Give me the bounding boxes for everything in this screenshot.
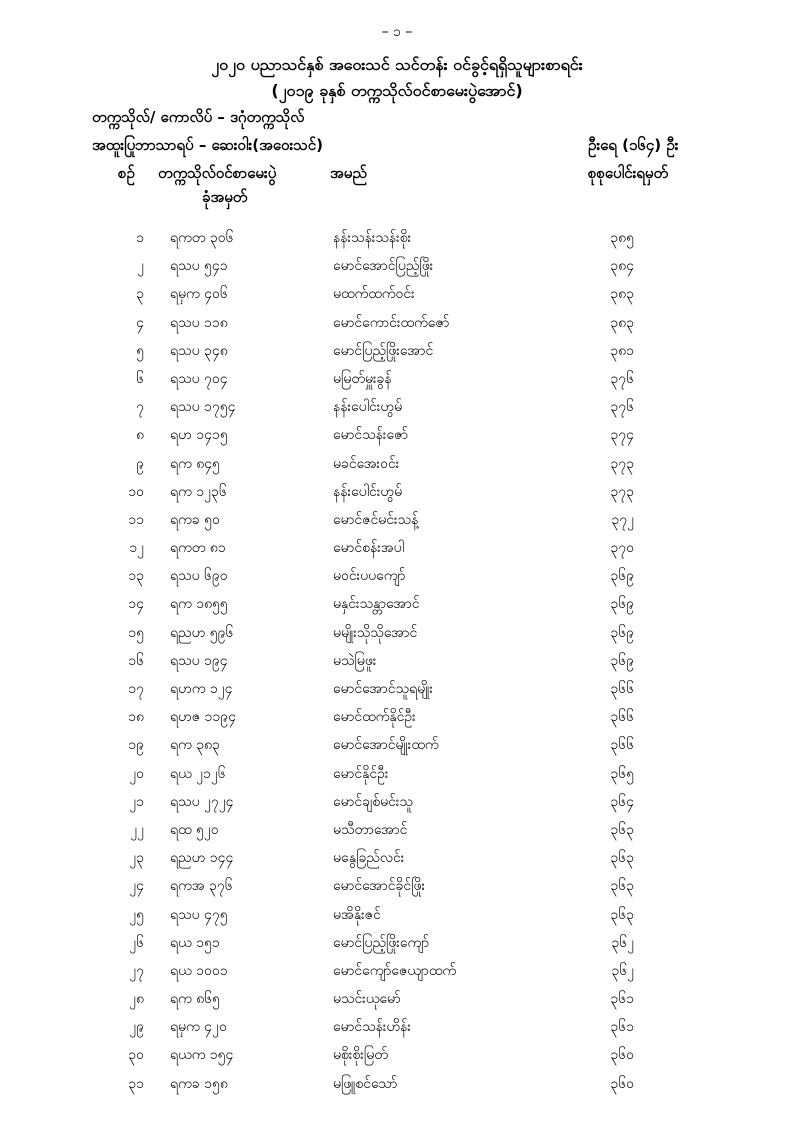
row-number: ၁၄ bbox=[128, 596, 144, 613]
table-row bbox=[0, 252, 794, 280]
row-exam-number: ရက ၈၆၅ bbox=[170, 991, 220, 1008]
row-exam-number: ရသပ ၁၉၄ bbox=[170, 652, 228, 669]
table-row bbox=[0, 393, 794, 421]
row-score: ၃၈၄ bbox=[610, 258, 634, 275]
table-row bbox=[0, 816, 794, 844]
row-name: နန်းသန်းသန်းစိုး bbox=[333, 230, 412, 246]
row-name: မမျိုးသိုသိုအောင် bbox=[333, 624, 418, 641]
row-exam-number: ရကခ ၅၀ bbox=[170, 511, 220, 528]
row-name: မသီတာအောင် bbox=[333, 821, 408, 838]
row-number: ၁၁ bbox=[128, 511, 144, 528]
row-exam-number: ရက ၁၂၃၆ bbox=[170, 483, 227, 500]
table-row bbox=[0, 562, 794, 590]
row-name: မောင်အောင်ခိုင်ဖြိုး bbox=[333, 878, 426, 895]
table-row bbox=[0, 985, 794, 1013]
row-number: ၁၀ bbox=[128, 483, 144, 500]
row-name: မောင်ဇင်မင်းသန့် bbox=[333, 511, 419, 528]
row-score: ၃၆၄ bbox=[610, 793, 634, 810]
row-score: ၃၆၁ bbox=[610, 991, 634, 1008]
row-score: ၃၆၉ bbox=[610, 596, 634, 613]
row-score: ၃၈၃ bbox=[610, 286, 634, 303]
row-number: ၆ bbox=[136, 370, 144, 387]
row-score: ၃၆၁ bbox=[610, 1019, 634, 1036]
table-row bbox=[0, 506, 794, 534]
row-score: ၃၈၁ bbox=[610, 342, 634, 359]
row-name: မောင်ကျော်ဇေယျာထက် bbox=[333, 962, 457, 979]
table-row bbox=[0, 1070, 794, 1098]
document-subtitle: (၂၀၁၉ ခုနှစ် တက္ကသိုလ်ဝင်စာမေးပွဲအောင်) bbox=[271, 81, 523, 100]
row-score: ၃၇၃ bbox=[610, 483, 634, 500]
table-row bbox=[0, 901, 794, 929]
row-score: ၃၇၂ bbox=[611, 511, 634, 528]
row-score: ၃၇၄ bbox=[610, 427, 634, 444]
row-name: မောင်ချစ်မင်းသူ bbox=[333, 793, 413, 810]
row-exam-number: ရမှက ၄၂၀ bbox=[170, 1019, 227, 1036]
row-exam-number: ရကတ ၃၀၆ bbox=[170, 230, 234, 246]
row-name: မောင်သန်းဟိန်း bbox=[333, 1019, 411, 1036]
row-score: ၃၆၃ bbox=[610, 821, 634, 838]
row-name: နန်းပေါင်းဟွမ် bbox=[333, 483, 403, 500]
row-score: ၃၇၀ bbox=[610, 540, 634, 557]
row-number: ၁၉ bbox=[128, 737, 144, 754]
row-name: မသဲမြဖူး bbox=[333, 652, 377, 669]
row-number: ၁၈ bbox=[128, 709, 144, 726]
row-score: ၃၇၆ bbox=[610, 370, 634, 387]
row-exam-number: ရဟ ၁၄၁၅ bbox=[170, 427, 228, 444]
row-name: မောင်သန်းဇော် bbox=[333, 427, 409, 444]
row-name: မနွေခြည်လင်း bbox=[333, 850, 405, 867]
header-no: စဉ် bbox=[118, 164, 135, 182]
table-row bbox=[0, 309, 794, 337]
row-exam-number: ရမှက ၄၀၆ bbox=[170, 286, 228, 303]
row-number: ၂၅ bbox=[129, 906, 144, 923]
row-exam-number: ရသပ ၄၇၅ bbox=[170, 906, 228, 923]
row-name: မောင်ထက်နိုင်ဦး bbox=[333, 709, 416, 726]
row-number: ၁ bbox=[136, 230, 144, 246]
row-exam-number: ရက ၃၈၃ bbox=[170, 737, 220, 754]
row-number: ၅ bbox=[136, 342, 144, 359]
row-exam-number: ရညဟ ၅၉၆ bbox=[170, 624, 234, 641]
row-number: ၁၇ bbox=[128, 681, 144, 697]
table-row bbox=[0, 1041, 794, 1069]
row-score: ၃၆၆ bbox=[610, 681, 634, 697]
table-row bbox=[0, 647, 794, 675]
row-exam-number: ရဟက ၁၂၄ bbox=[170, 681, 233, 697]
table-row bbox=[0, 280, 794, 308]
table-row bbox=[0, 450, 794, 478]
table-row bbox=[0, 365, 794, 393]
row-exam-number: ရထ ၅၂၀ bbox=[170, 821, 219, 838]
row-exam-number: ရယ ၂၁၂၆ bbox=[170, 765, 226, 782]
row-score: ၃၆၆ bbox=[610, 709, 634, 726]
row-name: နန်းပေါင်းဟွမ် bbox=[333, 399, 403, 416]
row-number: ၈ bbox=[136, 427, 144, 444]
row-score: ၃၆၃ bbox=[610, 878, 634, 895]
university-line: တက္ကသိုလ်/ ကောလိပ် – ဒဂုံတက္ကသိုလ် bbox=[92, 108, 305, 126]
row-exam-number: ရက ၈၄၅ bbox=[170, 455, 220, 472]
row-number: ၃၀ bbox=[128, 1047, 144, 1064]
row-score: ၃၆၀ bbox=[610, 1047, 634, 1064]
table-row bbox=[0, 1013, 794, 1041]
row-exam-number: ရသပ ၇၀၄ bbox=[170, 370, 228, 387]
major-line: အထူးပြုဘာသာရပ် – ဆေးဝါး(အဝေးသင်) bbox=[92, 136, 323, 154]
row-name: မထက်ထက်ဝင်း bbox=[333, 286, 415, 303]
row-number: ၁၅ bbox=[128, 624, 144, 641]
row-exam-number: ရသပ ၅၄၁ bbox=[170, 258, 228, 275]
row-exam-number: ရညဟ ၁၄၄ bbox=[170, 850, 234, 867]
row-score: ၃၆၂ bbox=[611, 934, 634, 951]
row-score: ၃၆၂ bbox=[611, 962, 634, 979]
row-score: ၃၆၉ bbox=[610, 624, 634, 641]
row-exam-number: ရသပ ၁၁၈ bbox=[170, 314, 228, 331]
row-number: ၇ bbox=[136, 399, 144, 416]
row-name: မမြတ်မှူးခွန် bbox=[333, 370, 392, 387]
row-name: မောင်ကောင်းထက်ဇော် bbox=[333, 314, 450, 331]
total-count: ဦးရေ (၁၆၄) ဦး bbox=[588, 136, 679, 154]
row-exam-number: ရသပ ၂၇၂၄ bbox=[170, 793, 234, 810]
row-score: ၃၆၉ bbox=[610, 652, 634, 669]
row-name: မောင်ပြည့်ဖြိုးအောင် bbox=[333, 342, 434, 359]
row-number: ၂၄ bbox=[129, 878, 144, 895]
table-row bbox=[0, 929, 794, 957]
header-score: စုစုပေါင်းရမှတ် bbox=[588, 164, 669, 182]
row-exam-number: ရကအ ၃၇၆ bbox=[170, 878, 233, 895]
row-number: ၃ bbox=[136, 286, 144, 303]
row-exam-number: ရယ ၁၀၀၁ bbox=[170, 962, 228, 979]
row-number: ၁၆ bbox=[128, 652, 144, 669]
row-score: ၃၆၃ bbox=[610, 906, 634, 923]
row-number: ၂၆ bbox=[129, 934, 144, 951]
row-exam-number: ရယက ၁၅၄ bbox=[170, 1047, 234, 1064]
header-name: အမည် bbox=[330, 164, 367, 182]
header-exam-no-2: ခုံအမှတ် bbox=[202, 188, 248, 206]
row-name: မောင်အောင်မျိုးထက် bbox=[333, 737, 439, 754]
table-row bbox=[0, 731, 794, 759]
row-number: ၁၂ bbox=[129, 540, 144, 557]
row-number: ၂၂ bbox=[130, 821, 144, 838]
row-number: ၃၁ bbox=[128, 1075, 144, 1092]
table-row bbox=[0, 844, 794, 872]
row-number: ၄ bbox=[136, 314, 144, 331]
row-number: ၂၈ bbox=[129, 991, 144, 1008]
row-name: မစိုးစိုးမြတ် bbox=[333, 1047, 388, 1064]
table-row bbox=[0, 619, 794, 647]
row-name: မဖြူစင်သော် bbox=[333, 1075, 398, 1092]
row-exam-number: ရသပ ၃၄၈ bbox=[170, 342, 228, 359]
table-row bbox=[0, 590, 794, 618]
header-exam-no: တက္ကသိုလ်ဝင်စာမေးပွဲ bbox=[158, 164, 277, 182]
row-number: ၂၇ bbox=[129, 962, 144, 979]
row-score: ၃၆၉ bbox=[610, 568, 634, 585]
row-number: ၂ bbox=[137, 258, 144, 275]
row-score: ၃၆၃ bbox=[610, 850, 634, 867]
row-score: ၃၇၆ bbox=[610, 399, 634, 416]
row-name: မောင်အောင်ပြည့်ဖြိုး bbox=[333, 258, 434, 275]
row-exam-number: ရသပ ၆၉၀ bbox=[170, 568, 228, 585]
table-row bbox=[0, 703, 794, 731]
table-row bbox=[0, 421, 794, 449]
row-score: ၃၆၀ bbox=[610, 1075, 634, 1092]
table-row bbox=[0, 534, 794, 562]
row-exam-number: ရယ ၁၅၁ bbox=[170, 934, 220, 951]
row-number: ၂၉ bbox=[129, 1019, 144, 1036]
row-score: ၃၇၃ bbox=[610, 455, 634, 472]
table-row bbox=[0, 675, 794, 703]
row-score: ၃၆၆ bbox=[610, 737, 634, 754]
row-name: မသင်းယုမော် bbox=[333, 991, 401, 1008]
row-score: ၃၈၅ bbox=[610, 230, 634, 246]
row-name: မောင်ပြည့်ဖြိုးကျော် bbox=[333, 934, 430, 951]
row-name: မဝင်းပပကျော် bbox=[333, 568, 406, 585]
row-number: ၂၀ bbox=[129, 765, 144, 782]
page-number: – ၁ – bbox=[381, 24, 413, 40]
document-title: ၂၀၂၀ ပညာသင်နှစ် အဝေးသင် သင်တန်း ဝင်ခွင့်ရရှိသူများစာရင်း bbox=[211, 55, 583, 74]
row-number: ၁၃ bbox=[128, 568, 144, 585]
row-exam-number: ရက ၁၈၅၅ bbox=[170, 596, 228, 613]
row-name: မောင်စန်းအပါ bbox=[333, 540, 405, 557]
row-exam-number: ရသပ ၁၇၅၄ bbox=[170, 399, 236, 416]
table-row bbox=[0, 760, 794, 788]
row-number: ၉ bbox=[136, 455, 144, 472]
row-score: ၃၈၃ bbox=[610, 314, 634, 331]
row-number: ၂၃ bbox=[129, 850, 144, 867]
row-exam-number: ရကတ ၈၁ bbox=[170, 540, 226, 557]
table-row bbox=[0, 224, 794, 252]
table-row bbox=[0, 337, 794, 365]
table-row bbox=[0, 872, 794, 900]
row-score: ၃၆၅ bbox=[610, 765, 634, 782]
table-row bbox=[0, 957, 794, 985]
row-name: မခင်အေးဝင်း bbox=[333, 455, 400, 472]
results-list bbox=[0, 224, 794, 1098]
table-row bbox=[0, 788, 794, 816]
row-exam-number: ရကခ ၁၅၈ bbox=[170, 1075, 228, 1092]
row-number: ၂၁ bbox=[129, 793, 144, 810]
row-name: မောင်အောင်သူရမျိုး bbox=[333, 681, 433, 697]
row-name: မအိနိုးဇင် bbox=[333, 906, 381, 923]
table-row bbox=[0, 478, 794, 506]
row-name: မနှင်းသန္တာအောင် bbox=[333, 596, 420, 613]
row-name: မောင်နိုင်ဦး bbox=[333, 765, 389, 782]
row-exam-number: ရဟဇ ၁၁၉၄ bbox=[170, 709, 237, 726]
